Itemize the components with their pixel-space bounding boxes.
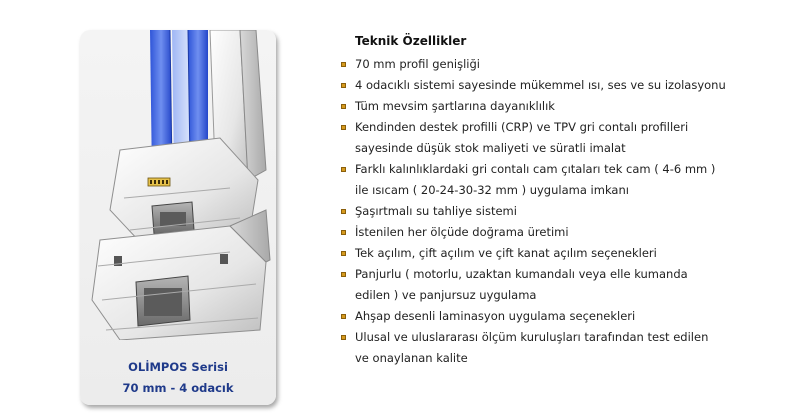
spec-text: Ulusal ve uluslararası ölçüm kuruluşları tarafından test edilen xyxy=(355,330,709,344)
spec-text: İstenilen her ölçüde doğrama üretimi xyxy=(355,225,569,239)
spec-text: 4 odacıklı sistemi sayesinde mükemmel ısı, ses ve su izolasyonu xyxy=(355,78,726,92)
spec-text: Ahşap desenli laminasyon uygulama seçenekleri xyxy=(355,309,636,323)
spec-list-item xyxy=(341,54,781,75)
spec-text: Farklı kalınlıklardaki gri contalı cam çıtaları tek cam ( 4-6 mm ) xyxy=(355,162,716,176)
spec-list-item xyxy=(341,75,781,96)
specs-title: Teknik Özellikler xyxy=(355,34,467,48)
spec-list-item xyxy=(341,243,781,264)
spec-text: ve onaylanan kalite xyxy=(355,351,468,365)
square-bullet-icon xyxy=(341,314,346,319)
spec-list-item xyxy=(341,117,781,159)
square-bullet-icon xyxy=(341,251,346,256)
spec-list-item xyxy=(341,306,781,327)
spec-text: 70 mm profil genişliği xyxy=(355,57,480,71)
spec-list-item xyxy=(341,222,781,243)
square-bullet-icon xyxy=(341,272,346,277)
spec-text: Panjurlu ( motorlu, uzaktan kumandalı veya elle kumanda xyxy=(355,267,688,281)
square-bullet-icon xyxy=(341,167,346,172)
square-bullet-icon xyxy=(341,335,346,340)
spec-text: Şaşırtmalı su tahliye sistemi xyxy=(355,204,517,218)
spec-list-item xyxy=(341,201,781,222)
spec-text: Kendinden destek profilli (CRP) ve TPV gri contalı profilleri xyxy=(355,120,689,134)
pvc-window-profile-cross-section-icon xyxy=(80,30,276,340)
square-bullet-icon xyxy=(341,230,346,235)
spec-list-item xyxy=(341,96,781,117)
square-bullet-icon xyxy=(341,83,346,88)
spec-list-item xyxy=(341,264,781,306)
product-card xyxy=(80,30,276,405)
spec-text: Tek açılım, çift açılım ve çift kanat açılım seçenekleri xyxy=(355,246,657,260)
spec-text: sayesinde düşük stok maliyeti ve süratli imalat xyxy=(355,141,626,155)
square-bullet-icon xyxy=(341,104,346,109)
spec-text: ile ısıcam ( 20-24-30-32 mm ) uygulama imkanı xyxy=(355,183,629,197)
spec-list-item xyxy=(341,327,781,369)
square-bullet-icon xyxy=(341,209,346,214)
spec-text: Tüm mevsim şartlarına dayanıklılık xyxy=(355,99,555,113)
product-name: OLİMPOS Serisi xyxy=(128,360,228,374)
square-bullet-icon xyxy=(341,62,346,67)
spec-list-item xyxy=(341,159,781,201)
square-bullet-icon xyxy=(341,125,346,130)
spec-text: edilen ) ve panjursuz uygulama xyxy=(355,288,537,302)
spec-list xyxy=(341,54,781,369)
product-subtitle: 70 mm - 4 odacık xyxy=(122,381,234,395)
